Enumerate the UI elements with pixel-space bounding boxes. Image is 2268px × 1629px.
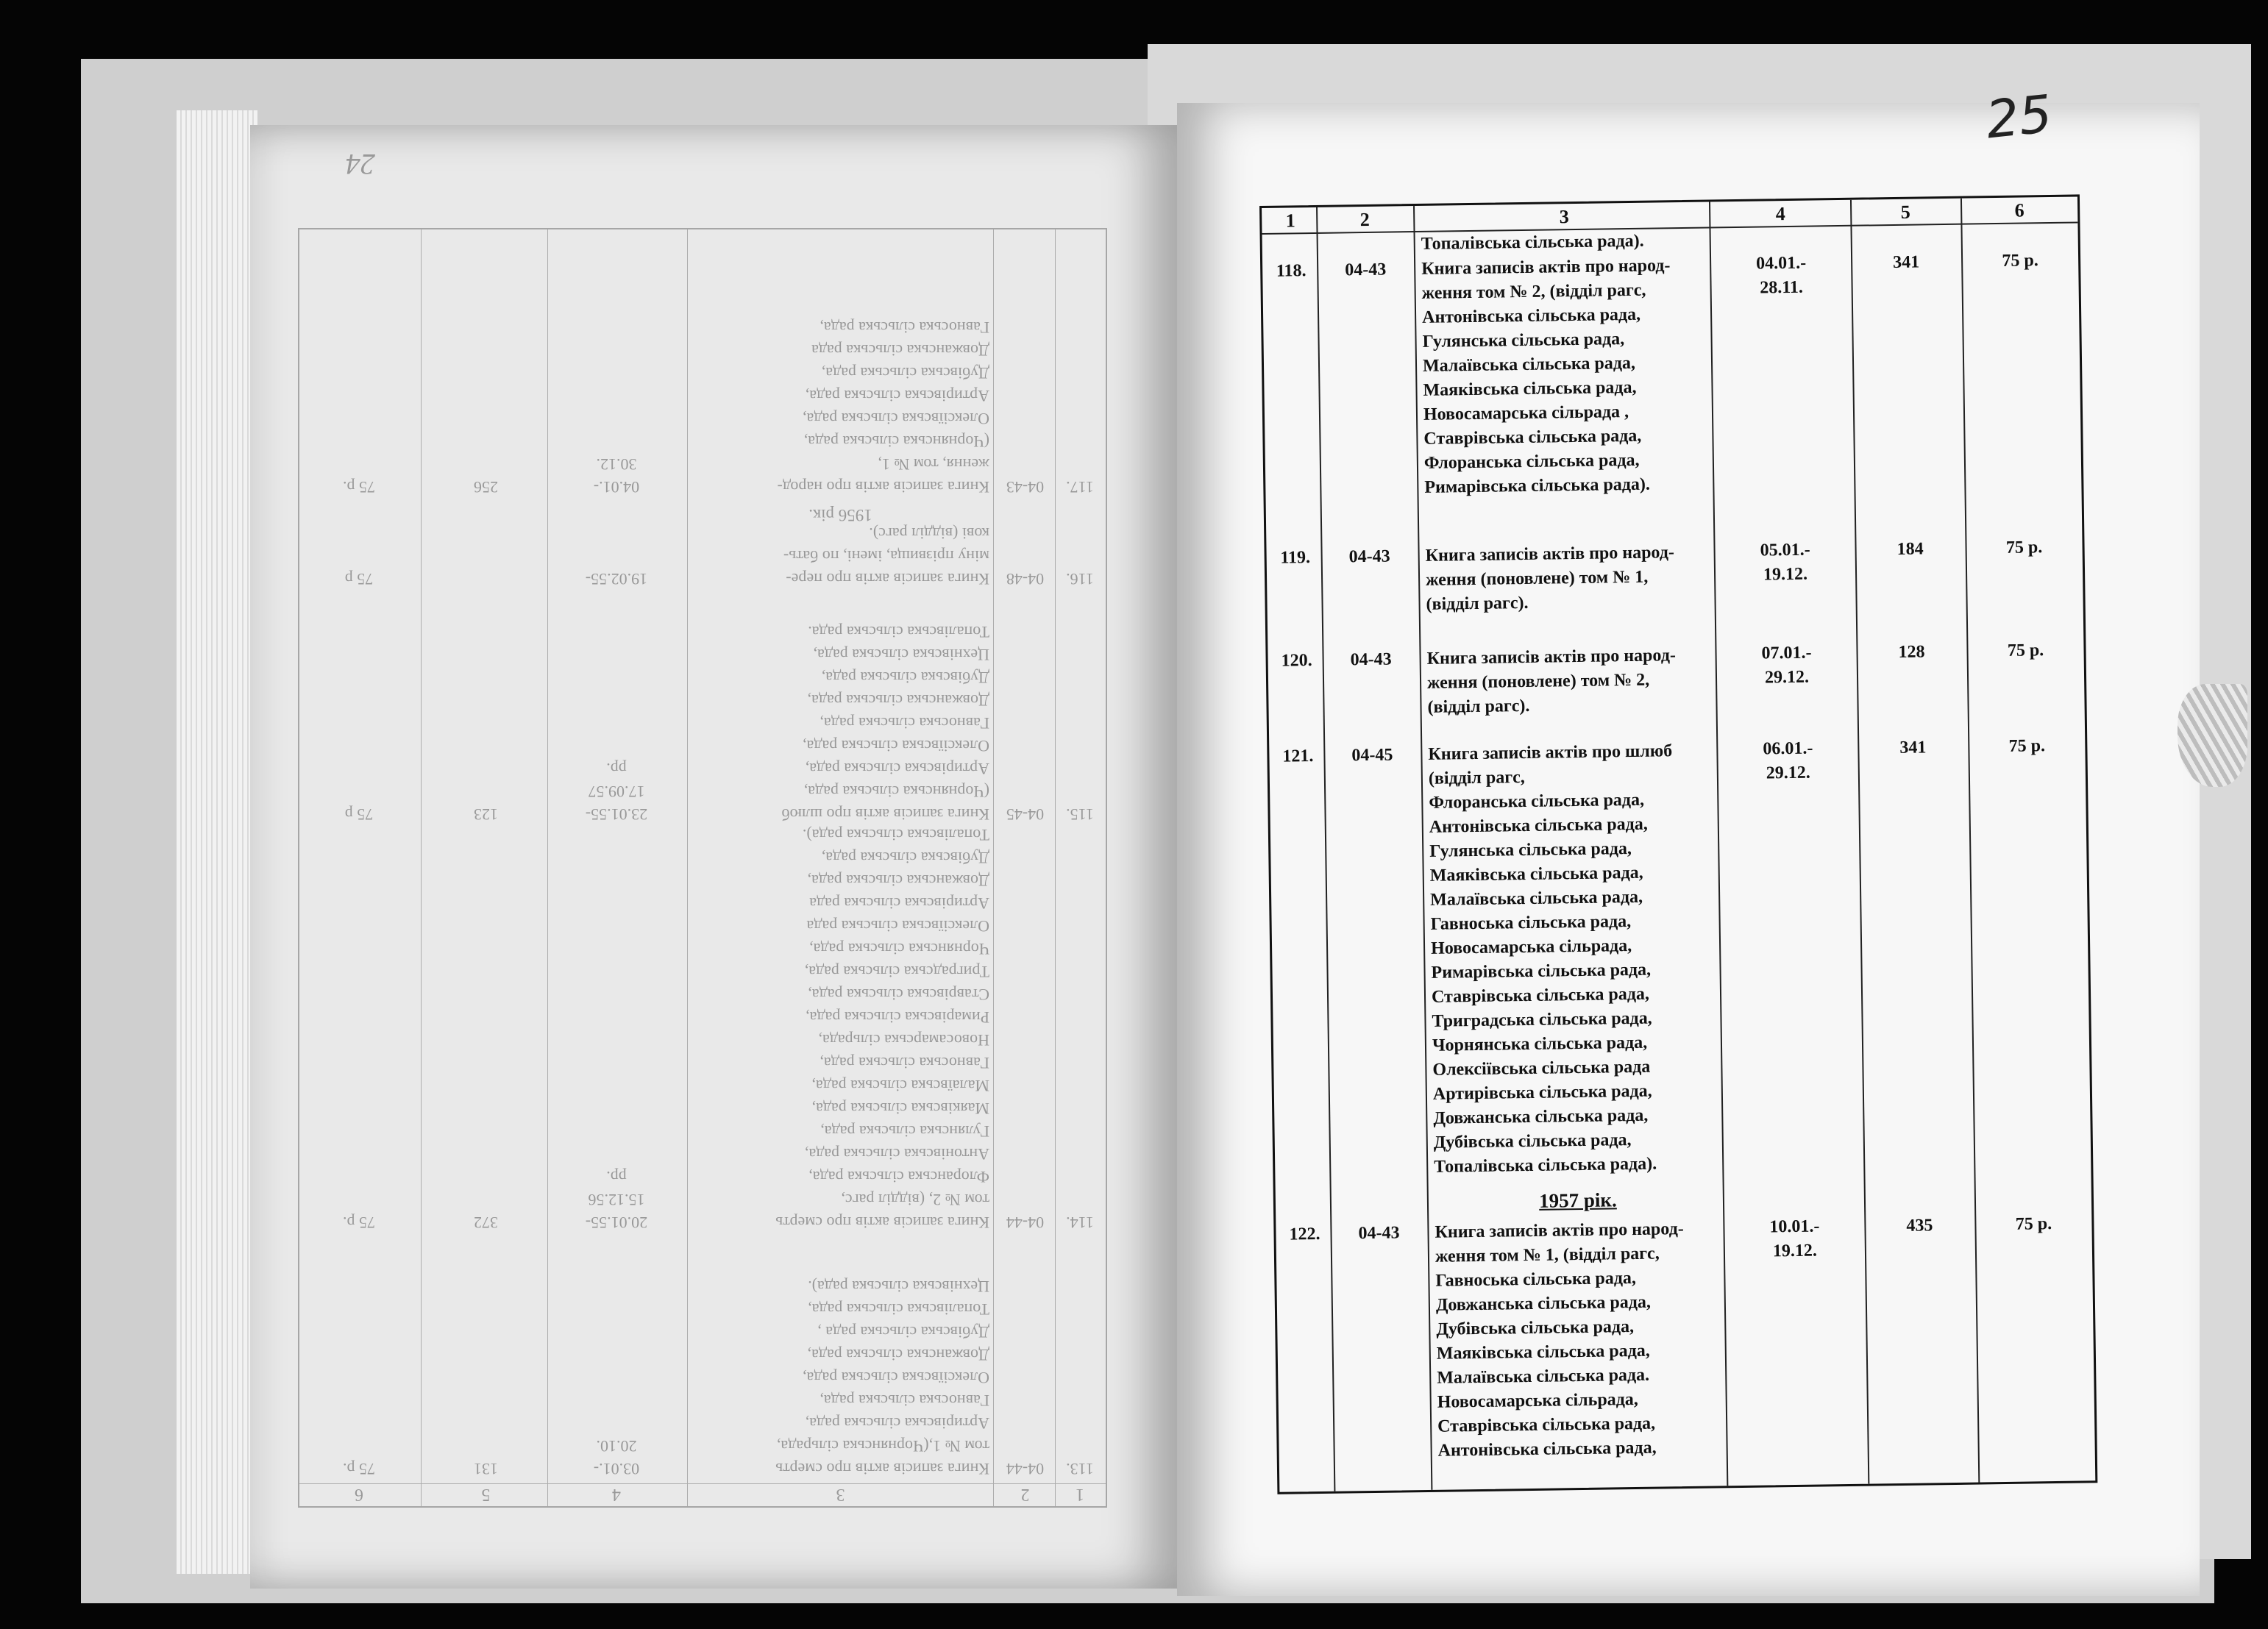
record-dates: 29.12. [1766,763,1811,783]
record-count: 123 [474,805,498,824]
record-term: 75 р [344,570,374,588]
record-title-line: Дубівська сільська рада, [821,669,989,687]
record-title-line: Флоранська сільська рада, [1429,790,1645,813]
record-title-line: Артирівська сільська рада, [805,387,989,405]
record-term: 75 р. [2007,641,2044,660]
record-title-line: Римарівська сільська рада, [806,1008,989,1027]
left-col-1-header: 1 [1076,1485,1084,1504]
record-number: 118. [1276,261,1307,281]
col-3-header: 3 [1559,206,1569,228]
record-dates: 05.01.- [1760,540,1810,560]
record-title-line: Топалівська сільська рада). [802,826,989,844]
record-title-line: ження, том № 1, [878,455,989,474]
record-title-line: Новосамарська сільрада , [1423,402,1629,424]
record-title-line: Книга записів актів про пере- [786,570,989,588]
record-title-line: том № 1,(Чорнянська сільрада, [776,1437,989,1455]
record-term: 75 р [344,805,374,824]
record-title-line: Гавноська сільська рада, [1430,912,1632,934]
record-term: 75 р. [343,1460,375,1478]
record-number: 117. [1066,478,1094,496]
record-title-line: міну прізвища, імені, по бать- [783,547,989,566]
paper-scrap [2178,684,2247,787]
record-title-line: Новосамарська сільрада, [818,1031,989,1049]
record-number: 115. [1066,805,1094,824]
record-title-line: ження (поновлене) том № 2, [1426,670,1650,693]
record-title-line: Чорнянська сільська рада, [1432,1033,1648,1055]
record-code: 04-45 [1351,745,1393,766]
record-dates: 29.12. [1764,667,1810,688]
record-code: 04-43 [1345,260,1387,280]
year-heading: 1957 рік. [1538,1188,1617,1212]
record-title-line: Довжанська сільська рада, [807,691,989,710]
record-title-line: ження том № 2, (відділ рагс, [1421,280,1646,303]
record-title-line: Олексіївська сільська рада [806,917,989,935]
record-title-line: Римарівська сільська рада). [1424,474,1651,497]
record-title-line: Ставрівська сільська рада, [808,985,989,1004]
record-title-line: Римарівська сільська рада, [1431,960,1652,983]
record-term: 75 р. [2002,251,2038,271]
bleed-page-number: 24 [346,148,375,181]
record-title-line: (Чорнянська сільська рада, [803,432,989,451]
record-dates: 19.02.55- [585,570,648,588]
record-title-line: Артирівська сільська рада [809,894,989,913]
record-dates: 19.12. [1772,1241,1818,1261]
record-title-line: Книга записів актів про шлюб [1428,741,1673,764]
record-title-line: Гавноська сільська рада, [820,1391,989,1410]
record-count: 256 [474,478,498,496]
carryover-text: Топалівська сільська рада). [1421,231,1644,254]
record-code: 04-43 [1358,1223,1400,1244]
record-title-line: Книга записів актів про смерть [775,1213,989,1232]
record-term: 75 р. [343,478,375,496]
record-title-line: Антонівська сільська рада, [1429,814,1648,837]
record-title-line: Довжанська сільська рада, [1435,1292,1652,1315]
record-title-line: Гавноська сільська рада, [1435,1268,1637,1291]
record-title-line: Книга записів актів про смерть [775,1460,989,1478]
record-title-line: Антонівська сільська рада, [1421,304,1641,327]
record-dates: 30.12. [596,455,637,474]
record-title-line: Малаївська сільська рада, [1430,887,1643,910]
year-heading: 1956 рік. [808,506,872,524]
record-count: 435 [1906,1216,1933,1236]
record-count: 341 [1892,252,1920,272]
record-dates: 04.01.- [593,478,640,496]
record-count: 184 [1896,539,1924,559]
col-2-header: 2 [1359,208,1370,231]
records-table [1259,194,2097,1494]
record-dates: 28.11. [1760,277,1804,298]
record-code: 04-44 [1006,1460,1045,1478]
record-title-line: Антонівська сільська рада, [804,1145,989,1163]
record-number: 116. [1066,570,1094,588]
record-term: 75 р. [2015,1214,2052,1234]
record-title-line: Триградська сільська рада, [804,963,989,981]
record-title-line: Ставрівська сільська рада, [1423,426,1642,449]
record-dates: 23.01.55- [585,805,648,824]
record-title-line: Малаївська сільська рада, [1422,353,1636,376]
record-code: 04-43 [1006,478,1045,496]
record-title-line: Топалівська сільська рада, [808,1300,989,1319]
left-col-2-header: 2 [1020,1485,1030,1504]
record-dates: 07.01.- [1761,643,1812,663]
record-title-line: Гавноська сільська рада, [820,714,989,732]
record-title-line: Чорнянська сільська рада, [809,940,989,958]
record-title-line: Флоранська сільська рада, [1423,450,1640,473]
record-title-line: Гавноська сільська рада, [820,1054,989,1072]
record-title-line: Маяківська сільська рада, [811,1099,989,1118]
record-title-line: Малаївська сільська рада. [1437,1365,1650,1388]
record-code: 04-44 [1006,1213,1045,1232]
record-code: 04-48 [1006,570,1045,588]
record-count: 372 [474,1213,498,1232]
col-5-header: 5 [1900,201,1910,223]
record-dates: рр. [606,1168,627,1186]
col-1-header: 1 [1285,210,1295,232]
record-title-line: (відділ рагс, [1428,768,1526,788]
record-count: 341 [1899,738,1927,758]
record-title-line: Маяківська сільська рада, [1429,863,1643,885]
record-title-line: Гулянська сільська рада, [1429,839,1632,861]
record-title-line: Дубівська сільська рада, [1436,1317,1635,1339]
record-code: 04-45 [1006,805,1045,824]
record-title-line: Довжанська сільська рада, [807,1346,989,1364]
record-dates: рр. [606,760,627,778]
record-title-line: Триградська сільська рада, [1432,1008,1652,1031]
record-title-line: Новосамарська сільрада, [1430,936,1632,958]
record-title-line: (Чорнянська сільська рада, [803,783,989,801]
record-title-line: Книга записів актів про народ- [777,478,989,496]
left-col-5-header: 5 [481,1485,491,1504]
record-number: 114. [1066,1213,1094,1232]
record-title-line: кові (відділ рагс). [869,524,989,543]
record-title-line: Довжанська сільська рада [811,341,989,360]
record-title-line: Олексіївська сільська рада, [803,1369,989,1387]
record-title-line: Ставрівська сільська рада, [1437,1414,1656,1436]
record-title-line: Гулянська сільська рада, [820,1122,989,1141]
record-title-line: Книга записів актів про народ- [1426,646,1677,669]
record-dates: 06.01.- [1763,738,1813,759]
record-title-line: Гавноська сільська рада, [820,318,989,337]
record-dates: 10.01.- [1769,1216,1820,1237]
col-4-header: 4 [1775,203,1785,225]
record-title-line: Олексіївська сільська рада [1432,1057,1651,1080]
record-title-line: Флоранська сільська рада, [808,1168,989,1186]
record-title-line: Маяківська сільська рада, [1436,1341,1650,1364]
record-title-line: ження том № 1, (відділ рагс, [1435,1244,1660,1266]
record-dates: 20.01.55- [585,1213,648,1232]
record-number: 122. [1289,1224,1320,1244]
left-col-3-header: 3 [836,1485,845,1504]
record-term: 75 р. [343,1213,375,1232]
record-title-line: Дубівська сільська рада, [821,364,989,382]
page-stack-edge [177,110,257,1574]
record-title-line: Олексіївська сільська рада, [803,410,989,428]
record-title-line: Топалівська сільська рада). [1434,1154,1657,1177]
record-title-line: Цехнівська сільська рада). [808,1277,989,1296]
record-title-line: Книга записів актів про народ- [1425,543,1675,566]
record-title-line: Артирівська сільська рада, [805,760,989,778]
record-count: 128 [1898,642,1925,662]
record-title-line: Артирівська сільська рада, [1432,1081,1652,1104]
record-title-line: Книга записів актів про народ- [1421,256,1671,279]
record-title-line: Артирівська сільська рада, [805,1414,989,1433]
record-title-line: (відділ рагс). [1426,593,1529,614]
record-title-line: Ставрівська сільська рада, [1431,984,1650,1007]
record-title-line: Маяківська сільська рада, [1423,377,1637,400]
record-term: 75 р. [2005,538,2043,557]
record-title-line: Довжанська сільська рада, [807,871,989,890]
record-title-line: Дубівська сільська рада, [1433,1130,1632,1152]
record-title-line: Топалівська сільська рада. [808,623,989,641]
record-number: 113. [1066,1460,1094,1478]
record-title-line: Книга записів актів про шлюб [781,805,989,824]
left-col-6-header: 6 [355,1485,363,1504]
page-number: 25 [1983,83,2055,151]
record-dates: 20.10. [596,1437,637,1455]
record-title-line: Малаївська сільська рада, [811,1077,989,1095]
record-dates: 15.12.56 [588,1191,645,1209]
record-title-line: Гулянська сільська рада, [1422,329,1625,352]
record-title-line: Довжанська сільська рада, [1433,1105,1649,1128]
record-title-line: Цехнівська сільська рада, [813,646,989,664]
record-title-line: Дубівська сільська рада , [817,1323,989,1341]
record-dates: 04.01.- [1755,253,1807,274]
record-code: 04-43 [1348,546,1390,567]
col-6-header: 6 [2014,199,2025,221]
record-title-line: (відділ рагс). [1427,696,1530,717]
record-dates: 03.01.- [593,1460,640,1478]
left-col-4-header: 4 [612,1485,621,1504]
record-number: 119. [1280,548,1311,568]
record-title-line: Новосамарська сільрада, [1437,1389,1639,1412]
left-page-bleed-table [298,228,1107,1508]
record-count: 131 [474,1460,498,1478]
record-dates: 19.12. [1763,564,1808,585]
record-title-line: том № 2, (відділ рагс, [841,1191,989,1209]
record-title-line: Дубівська сільська рада, [821,849,989,867]
record-number: 120. [1281,651,1312,671]
record-title-line: Олексіївська сільська рада, [803,737,989,755]
record-title-line: Книга записів актів про народ- [1435,1219,1684,1242]
record-title-line: ження (поновлене) том № 1, [1425,567,1649,590]
record-term: 75 р. [2008,736,2046,756]
record-dates: 17.09.57 [588,783,645,801]
record-number: 121. [1282,746,1314,766]
record-title-line: Антонівська сільська рада, [1437,1438,1657,1461]
record-code: 04-43 [1350,649,1392,670]
